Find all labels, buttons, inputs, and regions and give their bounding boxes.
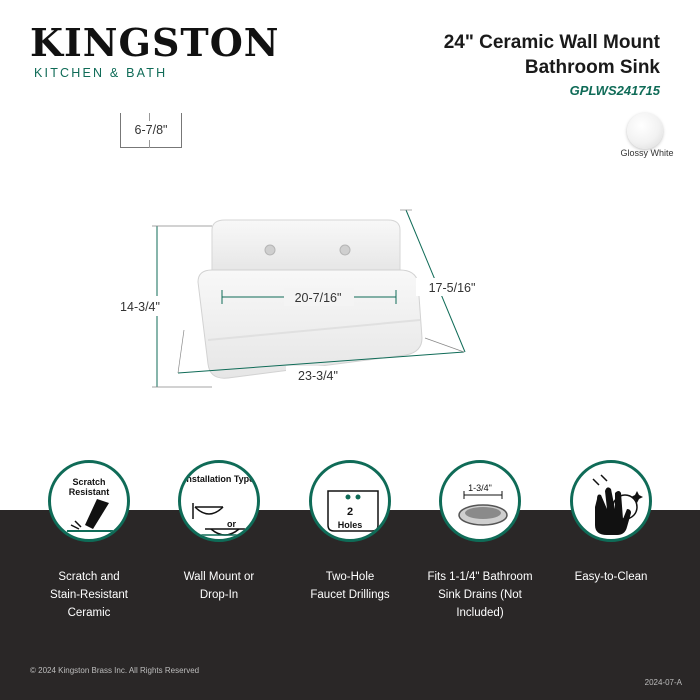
feature-label-line: Two-Hole bbox=[325, 571, 375, 583]
holes-label: Holes bbox=[337, 520, 363, 530]
depth-arrow-bottom bbox=[149, 140, 150, 148]
feature-drain-fit bbox=[420, 460, 540, 622]
product-sku: GPLWS241715 bbox=[569, 83, 660, 98]
copyright: © 2024 Kingston Brass Inc. All Rights Reserved bbox=[30, 666, 200, 675]
feature-installation-type bbox=[159, 460, 279, 604]
feature-label-line: Easy-to-Clean bbox=[574, 571, 648, 583]
feature-label-line: Wall Mount or bbox=[183, 571, 255, 583]
brand-logo bbox=[30, 20, 280, 80]
feature-label-line: Sink Drains (Not bbox=[438, 589, 522, 601]
product-title-line1: 24" Ceramic Wall Mount bbox=[443, 32, 660, 53]
doc-code: 2024-07-A bbox=[644, 678, 682, 687]
inner-width-dimension: 20-7/16" bbox=[294, 291, 342, 305]
feature-label bbox=[551, 568, 671, 586]
feature-label-line: Included) bbox=[456, 607, 504, 619]
installation-type-icon bbox=[178, 460, 260, 542]
outer-width-dimension: 23-3/4" bbox=[298, 369, 338, 383]
scratch-resistant-icon-text: Scratch Resistant bbox=[68, 477, 110, 497]
product-title-block bbox=[444, 30, 660, 98]
installation-or-text: or bbox=[227, 519, 236, 529]
feature-label-line: Stain-Resistant bbox=[50, 589, 128, 601]
product-title-line2: Bathroom Sink bbox=[524, 57, 660, 78]
finish-swatch[interactable] bbox=[627, 113, 663, 149]
side-depth-dimension: 17-5/16" bbox=[428, 281, 476, 295]
brand-name: KINGSTON bbox=[30, 20, 280, 65]
faucet-hole-left bbox=[265, 245, 275, 255]
feature-easy-clean bbox=[551, 460, 671, 586]
hand-wipe-icon bbox=[570, 460, 652, 542]
feature-label bbox=[29, 568, 149, 622]
feature-label bbox=[420, 568, 540, 622]
holes-count: 2 bbox=[346, 506, 354, 518]
depth-diagram bbox=[120, 113, 182, 148]
depth-dimension: 6-7/8" bbox=[134, 123, 168, 137]
drain-icon bbox=[439, 460, 521, 542]
sink-dimension-drawing bbox=[100, 190, 500, 400]
brand-tagline: KITCHEN & BATH bbox=[34, 66, 168, 80]
faucet-hole-right bbox=[340, 245, 350, 255]
feature-scratch-resistant bbox=[29, 460, 149, 622]
feature-two-hole bbox=[290, 460, 410, 604]
sink-backsplash bbox=[212, 220, 400, 272]
feature-label-line: Ceramic bbox=[67, 607, 111, 619]
drain-size-text: 1-3/4" bbox=[468, 483, 492, 493]
two-holes-icon bbox=[309, 460, 391, 542]
feature-label bbox=[290, 568, 410, 604]
feature-label-line: Faucet Drillings bbox=[310, 589, 390, 601]
feature-label bbox=[159, 568, 279, 604]
feature-label-line: Drop-In bbox=[199, 589, 239, 601]
depth-arrow-top bbox=[149, 113, 150, 121]
scratch-resistant-icon bbox=[48, 460, 130, 542]
feature-label-line: Scratch and bbox=[58, 571, 120, 583]
finish-label: Glossy White bbox=[620, 148, 674, 158]
height-dimension: 14-3/4" bbox=[120, 300, 160, 314]
feature-label-line: Fits 1-1/4" Bathroom bbox=[427, 571, 533, 583]
installation-type-icon-text: Installation Type bbox=[183, 474, 255, 484]
sink-basin bbox=[198, 270, 422, 378]
